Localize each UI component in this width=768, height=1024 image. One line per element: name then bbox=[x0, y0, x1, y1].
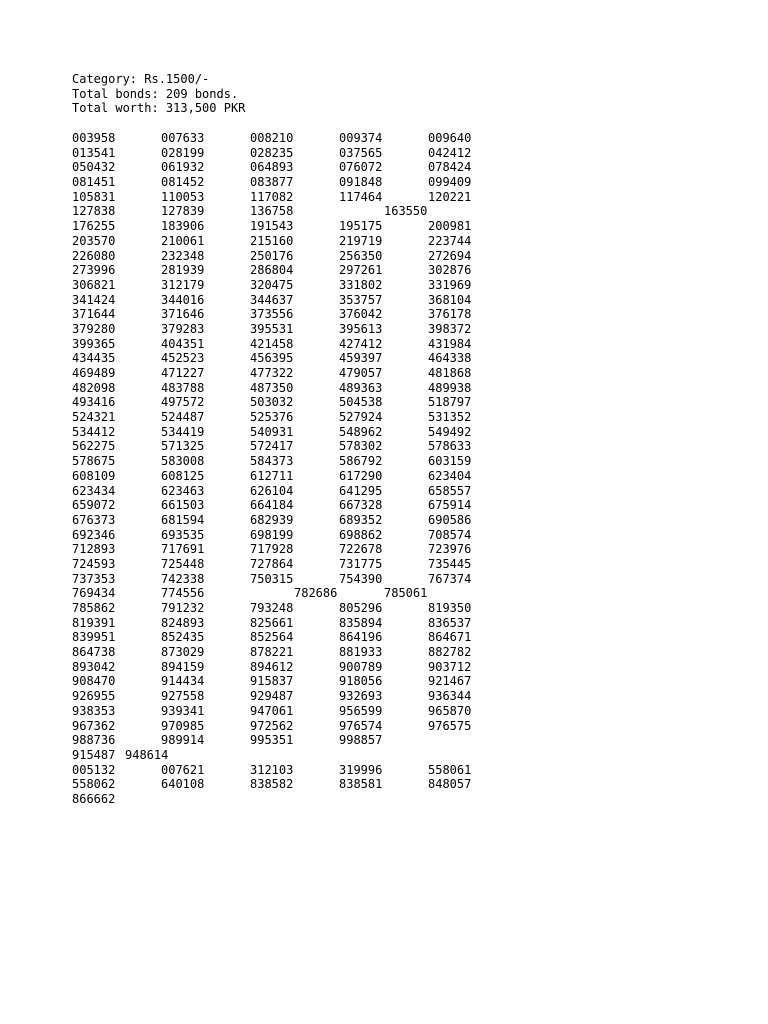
bond-number: 641295 bbox=[339, 483, 383, 498]
bond-number: 007621 bbox=[161, 762, 205, 777]
bond-row bbox=[72, 630, 532, 645]
bond-number: 838581 bbox=[339, 777, 383, 792]
bond-number: 395613 bbox=[339, 321, 383, 336]
bond-number: 995351 bbox=[250, 733, 294, 748]
bond-number: 731775 bbox=[339, 556, 383, 571]
bond-number: 578633 bbox=[428, 439, 472, 454]
bond-row bbox=[72, 160, 532, 175]
bond-number: 664184 bbox=[250, 498, 294, 513]
bond-number: 312103 bbox=[250, 762, 294, 777]
bond-number: 864196 bbox=[339, 630, 383, 645]
bond-row bbox=[72, 557, 532, 572]
bond-row bbox=[72, 278, 532, 293]
bond-number: 617290 bbox=[339, 468, 383, 483]
bond-row bbox=[72, 146, 532, 161]
bond-number: 603159 bbox=[428, 454, 472, 469]
bond-number: 456395 bbox=[250, 351, 294, 366]
bond-number: 210061 bbox=[161, 233, 205, 248]
bond-row bbox=[72, 263, 532, 278]
bond-number: 900789 bbox=[339, 659, 383, 674]
bond-number: 921467 bbox=[428, 674, 472, 689]
bond-number: 866662 bbox=[72, 791, 116, 806]
bond-row bbox=[72, 792, 532, 807]
bond-row bbox=[72, 748, 532, 763]
bond-number: 967362 bbox=[72, 718, 116, 733]
bond-number: 421458 bbox=[250, 336, 294, 351]
bond-number: 078424 bbox=[428, 160, 472, 175]
bond-number: 176255 bbox=[72, 219, 116, 234]
bond-row bbox=[72, 293, 532, 308]
bond-number: 531352 bbox=[428, 410, 472, 425]
bond-number: 007633 bbox=[161, 131, 205, 145]
bond-number: 534419 bbox=[161, 424, 205, 439]
bond-number: 623434 bbox=[72, 483, 116, 498]
bond-number: 693535 bbox=[161, 527, 205, 542]
bond-number: 825661 bbox=[250, 615, 294, 630]
bond-number: 640108 bbox=[161, 777, 205, 792]
bond-number: 076072 bbox=[339, 160, 383, 175]
bond-number: 698199 bbox=[250, 527, 294, 542]
bond-number: 667328 bbox=[339, 498, 383, 513]
bond-number: 727864 bbox=[250, 556, 294, 571]
bond-number: 250176 bbox=[250, 248, 294, 263]
bond-number: 003958 bbox=[72, 131, 116, 145]
bond-row bbox=[72, 469, 532, 484]
bond-row bbox=[72, 234, 532, 249]
bond-number: 894159 bbox=[161, 659, 205, 674]
bond-number: 353757 bbox=[339, 292, 383, 307]
bond-number: 028235 bbox=[250, 145, 294, 160]
bond-row bbox=[72, 190, 532, 205]
bond-number: 608125 bbox=[161, 468, 205, 483]
bond-number: 120221 bbox=[428, 189, 472, 204]
bond-number: 724593 bbox=[72, 556, 116, 571]
bond-number: 723976 bbox=[428, 542, 472, 557]
bond-number: 127839 bbox=[161, 204, 205, 219]
bond-number: 583008 bbox=[161, 454, 205, 469]
bond-row bbox=[72, 689, 532, 704]
bond-number: 717928 bbox=[250, 542, 294, 557]
bond-number: 742338 bbox=[161, 571, 205, 586]
bond-number: 489363 bbox=[339, 380, 383, 395]
bond-number: 226080 bbox=[72, 248, 116, 263]
bond-number: 767374 bbox=[428, 571, 472, 586]
bond-row bbox=[72, 704, 532, 719]
bond-row bbox=[72, 645, 532, 660]
bond-number: 540931 bbox=[250, 424, 294, 439]
bond-number: 839951 bbox=[72, 630, 116, 645]
bond-number: 302876 bbox=[428, 263, 472, 278]
bond-number-list bbox=[72, 131, 532, 807]
bond-number: 127838 bbox=[72, 204, 116, 219]
bond-number: 712893 bbox=[72, 542, 116, 557]
bond-number: 956599 bbox=[339, 703, 383, 718]
bond-row bbox=[72, 513, 532, 528]
bond-number: 836537 bbox=[428, 615, 472, 630]
bond-number: 483788 bbox=[161, 380, 205, 395]
bond-number: 972562 bbox=[250, 718, 294, 733]
bond-number: 200981 bbox=[428, 219, 472, 234]
bond-number: 395531 bbox=[250, 321, 294, 336]
bond-number: 183906 bbox=[161, 219, 205, 234]
bond-number: 782686 bbox=[294, 586, 338, 601]
bond-number: 882782 bbox=[428, 645, 472, 660]
bond-number: 918056 bbox=[339, 674, 383, 689]
bond-number: 527924 bbox=[339, 410, 383, 425]
bond-row bbox=[72, 410, 532, 425]
bond-number: 489938 bbox=[428, 380, 472, 395]
bond-number: 682939 bbox=[250, 512, 294, 527]
bond-row bbox=[72, 204, 532, 219]
bond-number: 215160 bbox=[250, 233, 294, 248]
bond-row bbox=[72, 601, 532, 616]
bond-number: 009640 bbox=[428, 131, 472, 145]
bond-row bbox=[72, 439, 532, 454]
bond-number: 136758 bbox=[250, 204, 294, 219]
bond-number: 504538 bbox=[339, 395, 383, 410]
bond-number: 750315 bbox=[250, 571, 294, 586]
bond-row bbox=[72, 498, 532, 513]
bond-number: 754390 bbox=[339, 571, 383, 586]
bond-number: 927558 bbox=[161, 689, 205, 704]
bond-number: 399365 bbox=[72, 336, 116, 351]
bond-number: 769434 bbox=[72, 586, 116, 601]
bond-number: 835894 bbox=[339, 615, 383, 630]
bond-row bbox=[72, 660, 532, 675]
bond-row bbox=[72, 366, 532, 381]
total-worth-line: Total worth: 313,500 PKR bbox=[72, 101, 246, 116]
bond-number: 725448 bbox=[161, 556, 205, 571]
bond-number: 623463 bbox=[161, 483, 205, 498]
bond-number: 976575 bbox=[428, 718, 472, 733]
bond-number: 009374 bbox=[339, 131, 383, 145]
bond-number: 331969 bbox=[428, 277, 472, 292]
bond-number: 037565 bbox=[339, 145, 383, 160]
bond-number: 404351 bbox=[161, 336, 205, 351]
bond-number: 376042 bbox=[339, 307, 383, 322]
bond-number: 223744 bbox=[428, 233, 472, 248]
bond-number: 431984 bbox=[428, 336, 472, 351]
bond-number: 256350 bbox=[339, 248, 383, 263]
bond-number: 493416 bbox=[72, 395, 116, 410]
bond-number: 524487 bbox=[161, 410, 205, 425]
header-block bbox=[72, 72, 245, 116]
bond-number: 117464 bbox=[339, 189, 383, 204]
bond-row bbox=[72, 528, 532, 543]
bond-number: 481868 bbox=[428, 366, 472, 380]
bond-number: 938353 bbox=[72, 703, 116, 718]
bond-row bbox=[72, 674, 532, 689]
bond-number: 915487 bbox=[72, 747, 116, 762]
bond-number: 793248 bbox=[250, 601, 294, 615]
bond-number: 838582 bbox=[250, 777, 294, 792]
bond-number: 081451 bbox=[72, 175, 116, 190]
bond-number: 675914 bbox=[428, 498, 472, 513]
bond-number: 848057 bbox=[428, 777, 472, 792]
bond-row bbox=[72, 381, 532, 396]
category-line: Category: Rs.1500/- bbox=[72, 72, 210, 86]
bond-row bbox=[72, 219, 532, 234]
bond-number: 459397 bbox=[339, 351, 383, 366]
bond-number: 219719 bbox=[339, 233, 383, 248]
bond-number: 306821 bbox=[72, 277, 116, 292]
bond-row bbox=[72, 616, 532, 631]
bond-number: 110053 bbox=[161, 189, 205, 204]
bond-number: 091848 bbox=[339, 175, 383, 190]
bond-row bbox=[72, 307, 532, 322]
bond-number: 297261 bbox=[339, 263, 383, 278]
bond-number: 434435 bbox=[72, 351, 116, 366]
bond-number: 988736 bbox=[72, 733, 116, 748]
bond-number: 915837 bbox=[250, 674, 294, 689]
bond-number: 878221 bbox=[250, 645, 294, 660]
bond-number: 341424 bbox=[72, 292, 116, 307]
bond-number: 331802 bbox=[339, 277, 383, 292]
bond-number: 562275 bbox=[72, 439, 116, 454]
bond-number: 203570 bbox=[72, 233, 116, 248]
bond-number: 083877 bbox=[250, 175, 294, 190]
bond-number: 661503 bbox=[161, 498, 205, 513]
bond-row bbox=[72, 351, 532, 366]
bond-number: 452523 bbox=[161, 351, 205, 366]
bond-number: 571325 bbox=[161, 439, 205, 454]
bond-number: 195175 bbox=[339, 219, 383, 234]
bond-number: 737353 bbox=[72, 571, 116, 586]
bond-number: 864738 bbox=[72, 645, 116, 660]
bond-row bbox=[72, 586, 532, 601]
bond-number: 344016 bbox=[161, 292, 205, 307]
bond-number: 469489 bbox=[72, 366, 116, 380]
bond-number: 774556 bbox=[161, 586, 205, 601]
bond-number: 947061 bbox=[250, 703, 294, 718]
bond-row bbox=[72, 322, 532, 337]
bond-number: 371644 bbox=[72, 307, 116, 322]
bond-row bbox=[72, 425, 532, 440]
bond-number: 698862 bbox=[339, 527, 383, 542]
bond-number: 717691 bbox=[161, 542, 205, 557]
bond-number: 368104 bbox=[428, 292, 472, 307]
bond-number: 676373 bbox=[72, 512, 116, 527]
bond-number: 549492 bbox=[428, 424, 472, 439]
bond-number: 873029 bbox=[161, 645, 205, 660]
bond-number: 503032 bbox=[250, 395, 294, 410]
bond-number: 852564 bbox=[250, 630, 294, 645]
bond-number: 191543 bbox=[250, 219, 294, 234]
bond-number: 681594 bbox=[161, 512, 205, 527]
bond-number: 708574 bbox=[428, 527, 472, 542]
bond-number: 008210 bbox=[250, 131, 294, 145]
bond-number: 692346 bbox=[72, 527, 116, 542]
bond-number: 525376 bbox=[250, 410, 294, 425]
bond-number: 914434 bbox=[161, 674, 205, 689]
bond-number: 932693 bbox=[339, 689, 383, 704]
bond-number: 482098 bbox=[72, 380, 116, 395]
bond-number: 487350 bbox=[250, 380, 294, 395]
bond-number: 894612 bbox=[250, 659, 294, 674]
bond-number: 479057 bbox=[339, 366, 383, 380]
bond-number: 852435 bbox=[161, 630, 205, 645]
bond-number: 061932 bbox=[161, 160, 205, 175]
bond-number: 286804 bbox=[250, 263, 294, 278]
bond-number: 785061 bbox=[384, 586, 428, 601]
bond-number: 735445 bbox=[428, 556, 472, 571]
bond-row bbox=[72, 395, 532, 410]
bond-number: 626104 bbox=[250, 483, 294, 498]
bond-number: 584373 bbox=[250, 454, 294, 469]
bond-number: 936344 bbox=[428, 689, 472, 704]
bond-number: 477322 bbox=[250, 366, 294, 380]
bond-number: 578675 bbox=[72, 454, 116, 469]
bond-number: 497572 bbox=[161, 395, 205, 410]
bond-number: 558061 bbox=[428, 762, 472, 777]
bond-number: 939341 bbox=[161, 703, 205, 718]
bond-number: 998857 bbox=[339, 733, 383, 748]
bond-number: 658557 bbox=[428, 483, 472, 498]
bond-number: 117082 bbox=[250, 189, 294, 204]
bond-row bbox=[72, 337, 532, 352]
bond-number: 824893 bbox=[161, 615, 205, 630]
bond-number: 690586 bbox=[428, 512, 472, 527]
bond-number: 893042 bbox=[72, 659, 116, 674]
bond-number: 379280 bbox=[72, 321, 116, 336]
total-bonds-line: Total bonds: 209 bonds. bbox=[72, 86, 239, 101]
bond-number: 586792 bbox=[339, 454, 383, 469]
bond-row bbox=[72, 249, 532, 264]
bond-number: 965870 bbox=[428, 703, 472, 718]
bond-number: 572417 bbox=[250, 439, 294, 454]
bond-number: 518797 bbox=[428, 395, 472, 410]
bond-number: 042412 bbox=[428, 145, 472, 160]
bond-number: 612711 bbox=[250, 468, 294, 483]
bond-row bbox=[72, 175, 532, 190]
bond-number: 948614 bbox=[125, 747, 169, 762]
bond-number: 320475 bbox=[250, 277, 294, 292]
bond-number: 272694 bbox=[428, 248, 472, 263]
bond-number: 578302 bbox=[339, 439, 383, 454]
bond-number: 989914 bbox=[161, 733, 205, 748]
bond-number: 312179 bbox=[161, 277, 205, 292]
bond-number: 344637 bbox=[250, 292, 294, 307]
bond-number: 791232 bbox=[161, 601, 205, 615]
bond-number: 081452 bbox=[161, 175, 205, 190]
bond-number: 005132 bbox=[72, 762, 116, 777]
bond-row bbox=[72, 454, 532, 469]
bond-row bbox=[72, 733, 532, 748]
bond-number: 785862 bbox=[72, 601, 116, 615]
bond-number: 659072 bbox=[72, 498, 116, 513]
bond-number: 805296 bbox=[339, 601, 383, 615]
bond-number: 524321 bbox=[72, 410, 116, 425]
bond-number: 064893 bbox=[250, 160, 294, 175]
bond-row bbox=[72, 763, 532, 778]
bond-number: 371646 bbox=[161, 307, 205, 322]
bond-row bbox=[72, 719, 532, 734]
bond-number: 534412 bbox=[72, 424, 116, 439]
bond-number: 689352 bbox=[339, 512, 383, 527]
bond-number: 427412 bbox=[339, 336, 383, 351]
bond-number: 608109 bbox=[72, 468, 116, 483]
bond-number: 050432 bbox=[72, 160, 116, 175]
bond-number: 379283 bbox=[161, 321, 205, 336]
bond-number: 881933 bbox=[339, 645, 383, 660]
bond-number: 105831 bbox=[72, 189, 116, 204]
bond-number: 471227 bbox=[161, 366, 205, 380]
bond-number: 976574 bbox=[339, 718, 383, 733]
bond-number: 373556 bbox=[250, 307, 294, 322]
bond-number: 864671 bbox=[428, 630, 472, 645]
bond-number: 398372 bbox=[428, 321, 472, 336]
bond-number: 028199 bbox=[161, 145, 205, 160]
bond-number: 464338 bbox=[428, 351, 472, 366]
bond-row bbox=[72, 484, 532, 499]
bond-number: 273996 bbox=[72, 263, 116, 278]
bond-number: 163550 bbox=[384, 204, 428, 219]
bond-number: 281939 bbox=[161, 263, 205, 278]
bond-number: 819391 bbox=[72, 615, 116, 630]
bond-number: 319996 bbox=[339, 762, 383, 777]
bond-number: 970985 bbox=[161, 718, 205, 733]
bond-row bbox=[72, 572, 532, 587]
bond-number: 722678 bbox=[339, 542, 383, 557]
bond-number: 623404 bbox=[428, 468, 472, 483]
bond-number: 232348 bbox=[161, 248, 205, 263]
bond-row bbox=[72, 777, 532, 792]
bond-number: 099409 bbox=[428, 175, 472, 190]
bond-number: 376178 bbox=[428, 307, 472, 322]
bond-number: 926955 bbox=[72, 689, 116, 704]
bond-row bbox=[72, 131, 532, 146]
bond-number: 908470 bbox=[72, 674, 116, 689]
bond-number: 013541 bbox=[72, 145, 116, 160]
bond-number: 558062 bbox=[72, 777, 116, 792]
bond-number: 903712 bbox=[428, 659, 472, 674]
bond-number: 819350 bbox=[428, 601, 472, 615]
bond-number: 929487 bbox=[250, 689, 294, 704]
bond-number: 548962 bbox=[339, 424, 383, 439]
bond-row bbox=[72, 542, 532, 557]
